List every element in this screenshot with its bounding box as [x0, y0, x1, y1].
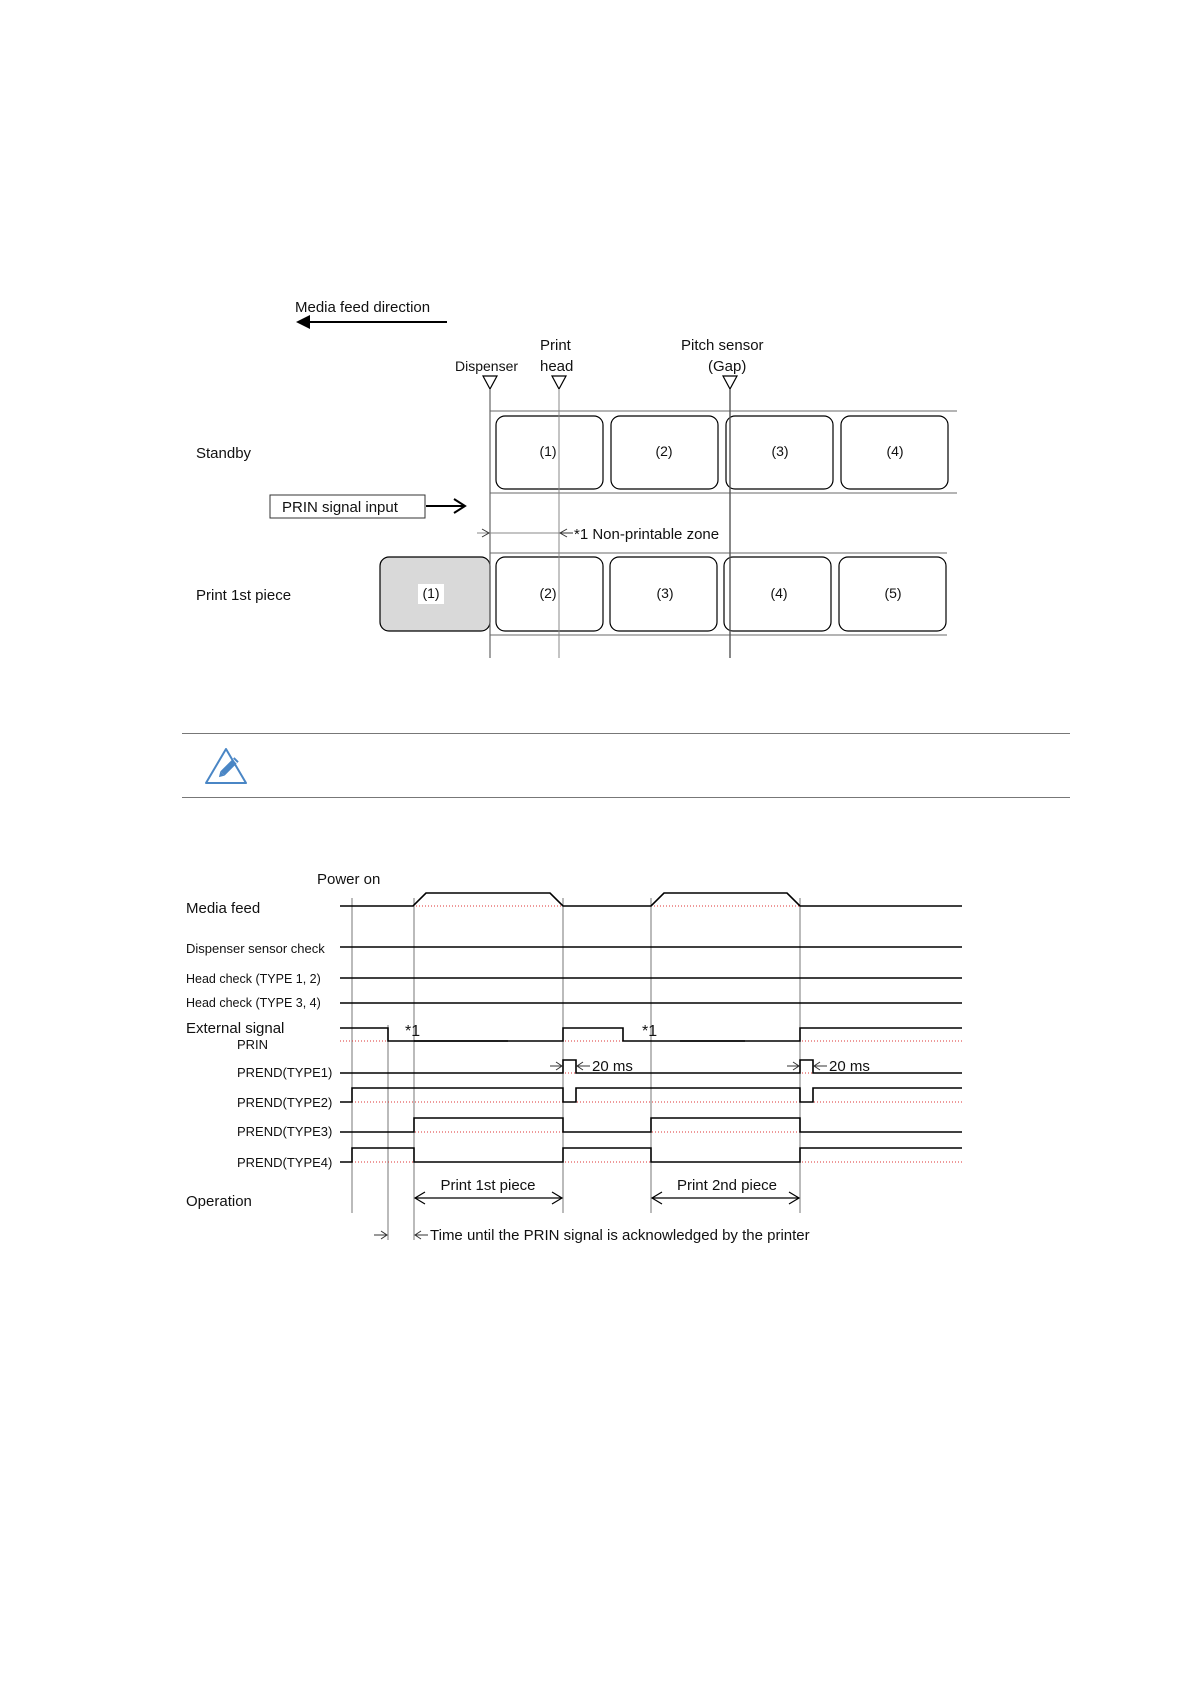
power-on-label: Power on	[317, 871, 381, 888]
media-feed-waveform	[340, 893, 962, 906]
print-1st-piece-row-label: Print 1st piece	[196, 587, 292, 604]
ejected-label-text: (1)	[422, 585, 440, 601]
print-label-4-text: (4)	[770, 585, 788, 601]
print-label-row	[380, 557, 946, 631]
standby-label-3-text: (3)	[771, 443, 789, 459]
dispenser-sensor-check-label: Dispenser sensor check	[186, 941, 325, 956]
standby-row-label: Standby	[196, 445, 252, 462]
feed-direction-arrow-icon	[296, 315, 447, 329]
print-head-marker-icon	[552, 376, 566, 389]
acknowledge-time-dim	[374, 1231, 428, 1239]
head-check-34-label: Head check (TYPE 3, 4)	[186, 996, 321, 1010]
operation-dim-2	[652, 1192, 799, 1204]
dispenser-marker-icon	[483, 376, 497, 389]
head-check-12-label: Head check (TYPE 1, 2)	[186, 972, 321, 986]
print-label-2-text: (2)	[539, 585, 557, 601]
standby-label-row	[496, 416, 948, 489]
label-position-diagram	[0, 0, 1191, 700]
prend4-waveform	[340, 1148, 962, 1162]
prend4-label: PREND(TYPE4)	[237, 1155, 333, 1170]
timing-ref-lines	[352, 898, 800, 1240]
operation-label: Operation	[186, 1193, 252, 1210]
non-printable-zone-label: *1 Non-printable zone	[574, 526, 720, 543]
prend1-label: PREND(TYPE1)	[237, 1065, 333, 1080]
operation-dim-1	[415, 1192, 562, 1204]
operation-print-2nd-label: Print 2nd piece	[676, 1177, 778, 1194]
media-feed-label: Media feed	[186, 900, 261, 917]
prin-label: PRIN	[237, 1037, 269, 1052]
standby-label-1-text: (1)	[539, 443, 557, 459]
prend3-label: PREND(TYPE3)	[237, 1124, 333, 1139]
pulse-width-dim-b	[787, 1062, 827, 1070]
dispenser-label: Dispenser	[455, 358, 519, 374]
prend3-waveform	[340, 1118, 962, 1132]
pencil-note-icon	[203, 746, 249, 786]
pulse-width-label-b: 20 ms	[829, 1058, 870, 1075]
pitch-sensor-label-line1: Pitch sensor	[681, 337, 764, 354]
pitch-sensor-marker-icon	[723, 376, 737, 389]
prin-note-1b: *1	[642, 1023, 658, 1040]
media-feed-direction-label: Media feed direction	[295, 299, 431, 316]
standby-label-2-text: (2)	[655, 443, 673, 459]
external-signal-label: External signal	[186, 1020, 285, 1037]
pulse-width-label-a: 20 ms	[592, 1058, 633, 1075]
operation-print-1st-label: Print 1st piece	[440, 1177, 536, 1194]
pulse-width-dim-a	[550, 1062, 590, 1070]
acknowledge-time-label: Time until the PRIN signal is acknowledged by the printer	[430, 1227, 810, 1244]
prin-input-arrow-icon	[426, 499, 465, 513]
print-label-5-text: (5)	[884, 585, 902, 601]
print-head-label-line1: Print	[540, 337, 571, 354]
prend2-waveform	[340, 1088, 962, 1102]
prend2-label: PREND(TYPE2)	[237, 1095, 333, 1110]
prin-waveform	[340, 1028, 962, 1041]
prend1-waveform	[340, 1060, 962, 1073]
print-label-3-text: (3)	[656, 585, 674, 601]
standby-label-4-text: (4)	[886, 443, 904, 459]
prin-note-1a: *1	[405, 1023, 421, 1040]
print-head-label-line2: head	[540, 358, 574, 375]
prin-signal-input-label: PRIN signal input	[282, 499, 398, 516]
note-bottom-rule	[182, 797, 1070, 798]
pitch-sensor-label-line2: (Gap)	[708, 358, 747, 375]
note-top-rule	[182, 733, 1070, 734]
